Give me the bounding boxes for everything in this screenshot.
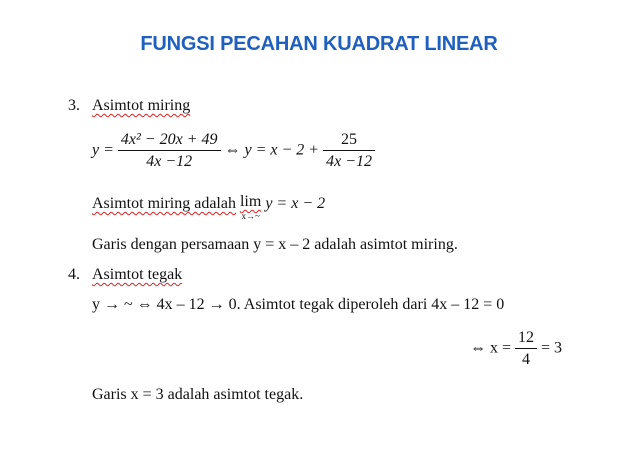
eq-lhs: y = [92, 141, 114, 159]
item-3-line-3: Garis dengan persamaan y = x – 2 adalah asimtot miring. [92, 236, 458, 253]
solution-rhs: = 3 [541, 339, 563, 357]
item-3-heading-text: Asimtot miring [92, 97, 191, 114]
item-3-line-2-text: Asimtot miring adalah [92, 195, 236, 212]
item-3-line-2 [92, 194, 325, 221]
eq-fraction-2 [323, 130, 375, 171]
eq-fraction-2-num: 25 [323, 130, 375, 151]
item-4-line-1: y → ~ ⇔ 4x – 12 → 0. Asimtot tegak diperoleh dari 4x – 12 = 0 [92, 296, 505, 313]
solution-lhs: ⇔ x = [470, 339, 512, 357]
item-3-number: 3. [68, 97, 80, 114]
item-4-number: 4. [68, 266, 80, 283]
eq-fraction-1-den: 4x −12 [146, 153, 193, 171]
solution-fraction-num: 12 [515, 328, 537, 349]
item-3-equation [92, 130, 375, 171]
eq-fraction-2-den: 4x −12 [326, 153, 372, 171]
eq-fraction-1-num: 4x² − 20x + 49 [118, 130, 221, 151]
item-3-heading [92, 96, 190, 115]
solution-fraction-den: 4 [522, 351, 531, 369]
solution-fraction [515, 328, 537, 369]
item-4-heading-text: Asimtot tegak [92, 266, 183, 283]
item-4-line-2 [470, 328, 562, 369]
eq-mid: ⇔ y = x − 2 + [224, 141, 320, 159]
lim-subscript: x→~ [241, 211, 260, 221]
eq-fraction-1 [118, 130, 221, 171]
lim-expression: y = x − 2 [265, 195, 326, 212]
slide-title: FUNGSI PECAHAN KUADRAT LINEAR [140, 33, 498, 55]
item-4-heading [92, 265, 182, 284]
lim-word: lim [239, 193, 262, 210]
item-4-line-3: Garis x = 3 adalah asimtot tegak. [92, 386, 304, 403]
limit-expression [240, 194, 261, 221]
